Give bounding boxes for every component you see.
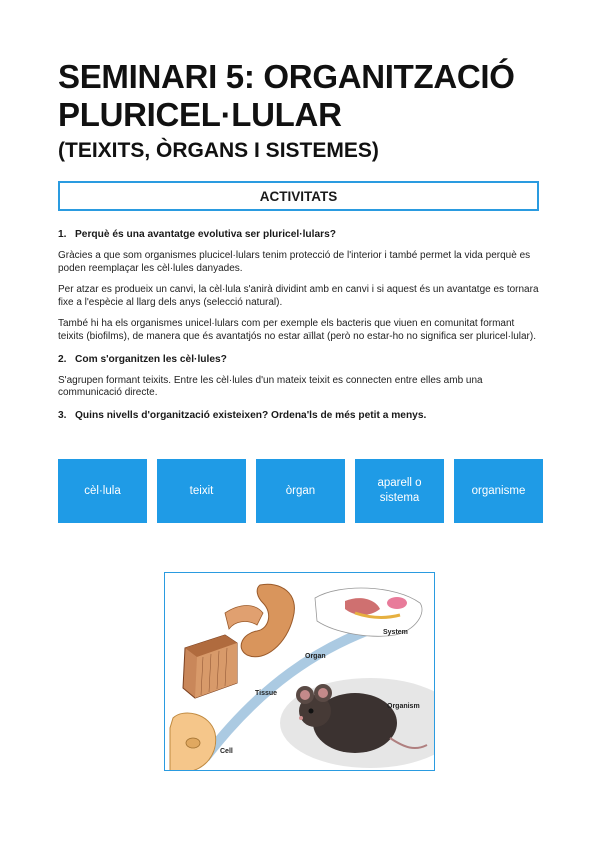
question-3 [58, 409, 542, 422]
answer-paragraph: Per atzar es produeix un canvi, la cèl·lula s'anirà dividint amb en canvi i si aquest és un avantatge es tornara fixe a l'espècie al llarg dels anys (selecció natural). [58, 284, 539, 308]
organization-illustration [165, 573, 435, 771]
question-text: Quins nivells d'organització existeixen? Ordena'ls de més petit a menys. [75, 409, 427, 421]
figure-label-organism: Organism [387, 703, 420, 710]
page-title-line-2: PLURICEL·LULAR [58, 96, 342, 133]
page-subtitle: (TEIXITS, ÒRGANS I SISTEMES) [58, 139, 379, 162]
figure-label-system: System [383, 629, 408, 636]
level-tile-tissue: teixit [157, 459, 246, 523]
question-number: 2. [58, 353, 67, 365]
level-tile-cell: cèl·lula [58, 459, 147, 523]
answer-paragraph: També hi ha els organismes unicel·lulars com per exemple els bacteris que viuen en comunitat formant teixits (biofilms), de manera que és avantatjós no estar aïllat (però no estar-ho no significa ser pluricel·lular). [58, 318, 536, 342]
questions-section [58, 228, 542, 431]
question-1 [58, 228, 542, 241]
level-tile-organ: òrgan [256, 459, 345, 523]
figure-label-tissue: Tissue [255, 690, 278, 697]
answer-paragraph: Gràcies a que som organismes plucicel·lulars tenim protecció de l'interior i també permet la vida perquè es poden reemplaçar les cèl·lules danyades. [58, 250, 531, 274]
level-tile-organism: organisme [454, 459, 543, 523]
figure-label-cell: Cell [220, 748, 233, 755]
organization-figure [164, 572, 435, 771]
question-number: 1. [58, 229, 67, 240]
question-text: Perquè és una avantatge evolutiva ser pluricel·lulars? [75, 229, 337, 240]
figure-label-organ: Organ [305, 653, 326, 660]
level-tile-system: aparell o sistema [355, 459, 444, 523]
activities-header: ACTIVITATS [58, 181, 539, 211]
question-2 [58, 353, 542, 366]
page-title-line-1: SEMINARI 5: ORGANITZACIÓ [58, 58, 515, 95]
answer-paragraph: S'agrupen formant teixits. Entre les cèl·lules d'un mateix teixit es connecten entre elles amb una communicació directe. [58, 374, 483, 399]
title-block [58, 58, 558, 164]
organization-levels [58, 459, 543, 523]
question-number: 3. [58, 409, 67, 421]
question-text: Com s'organitzen les cèl·lules? [75, 353, 227, 365]
